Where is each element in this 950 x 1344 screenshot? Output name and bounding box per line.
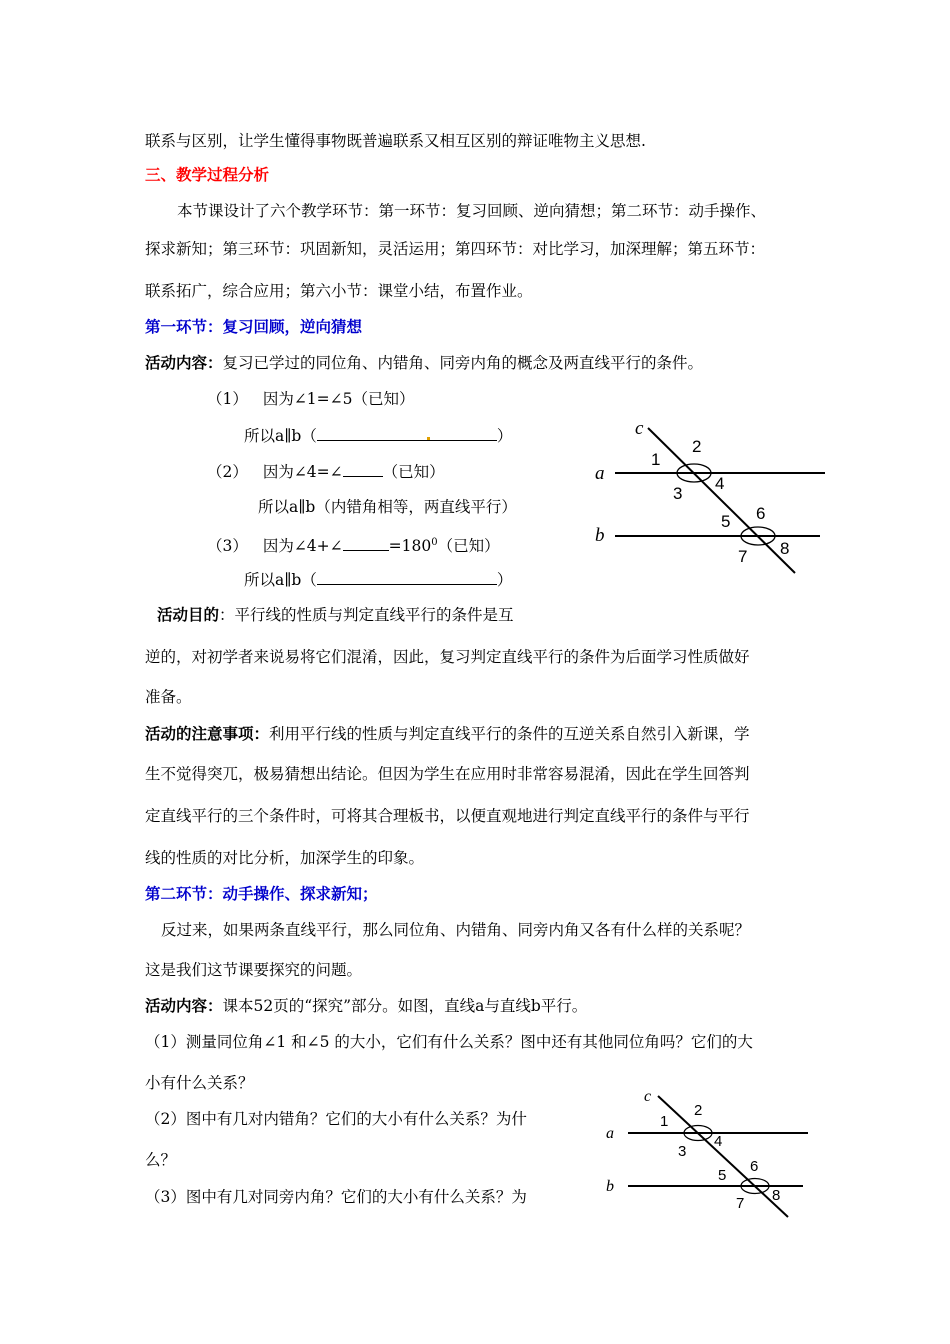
section-heading-3: 三、教学过程分析 [145, 166, 270, 184]
degree-superscript: 0 [431, 537, 438, 548]
angle-label-4: 4 [715, 474, 725, 493]
answer-blank[interactable] [343, 461, 383, 477]
answer-prefix: 所以a∥b（ [244, 427, 317, 445]
angle-label-6: 6 [756, 504, 766, 523]
angle-label-7: 7 [736, 1195, 745, 1212]
label-a: a [606, 1125, 614, 1142]
paragraph-line: 小有什么关系？ [145, 1074, 254, 1092]
answer-suffix: ） [496, 571, 513, 589]
activity-text: 课本52页的“探究”部分。如图，直线a与直线b平行。 [222, 997, 588, 1015]
activity-text: 复习已学过的同位角、内错角、同旁内角的概念及两直线平行的条件。 [222, 354, 704, 372]
label-b: b [595, 525, 605, 546]
label-b: b [606, 1178, 614, 1195]
parallel-lines-figure-2 [598, 1082, 818, 1224]
paragraph-line: （1）测量同位角∠1 和∠5 的大小，它们有什么关系？图中还有其他同位角吗？它们的大 [145, 1033, 753, 1051]
angle-label-6: 6 [750, 1158, 759, 1175]
paragraph-line: 准备。 [145, 688, 192, 706]
activity-goal [157, 605, 514, 625]
answer-2: 所以a∥b（内错角相等，两直线平行） [258, 498, 517, 516]
paragraph-line: （2）图中有几对内错角？它们的大小有什么关系？为什 [145, 1110, 527, 1128]
angle-label-8: 8 [772, 1187, 781, 1204]
question-number: （2） [207, 463, 248, 481]
answer-blank[interactable] [317, 425, 497, 441]
paragraph-line: 这是我们这节课要探究的问题。 [145, 961, 363, 979]
angle-label-2: 2 [692, 437, 702, 456]
angle-label-5: 5 [721, 512, 731, 531]
angle-label-1: 1 [651, 450, 661, 469]
angle-label-4: 4 [714, 1133, 723, 1150]
question-number: （3） [207, 537, 248, 556]
question-3 [207, 533, 500, 556]
paragraph-line: 线的性质的对比分析，加深学生的印象。 [145, 849, 425, 867]
label-c: c [644, 1088, 652, 1105]
angle-label-3: 3 [673, 484, 683, 503]
section-title-1: 第一环节：复习回顾，逆向猜想 [145, 318, 363, 336]
answer-1 [244, 425, 512, 446]
paragraph-line: （3）图中有几对同旁内角？它们的大小有什么关系？为 [145, 1188, 527, 1206]
label-c: c [635, 418, 644, 439]
paragraph-line: 联系与区别，让学生懂得事物既普遍联系又相互区别的辩证唯物主义思想. [145, 132, 646, 150]
label-a: a [595, 463, 605, 484]
angle-label-1: 1 [660, 1113, 669, 1130]
goal-text: ：平行线的性质与判定直线平行的条件是互 [219, 606, 514, 624]
activity-content-1 [145, 353, 703, 373]
paragraph-line: 联系拓广，综合应用；第六小节：课堂小结，布置作业。 [145, 282, 533, 300]
answer-prefix: 所以a∥b（ [244, 571, 317, 589]
mark-dot [427, 437, 430, 440]
question-text: 因为∠4+∠ [262, 537, 343, 556]
goal-label: 活动目的 [157, 606, 220, 624]
question-text: 因为∠1=∠5（已知） [262, 390, 415, 408]
paragraph-line: 逆的，对初学者来说易将它们混淆，因此，复习判定直线平行的条件为后面学习性质做好 [145, 648, 750, 666]
question-number: （1） [207, 390, 248, 408]
activity-label: 活动内容： [145, 354, 223, 372]
line-c [648, 428, 795, 573]
paragraph-line: 生不觉得突兀，极易猜想出结论。但因为学生在应用时非常容易混淆，因此在学生回答判 [145, 765, 750, 783]
question-text-suffix: （已知） [382, 463, 445, 481]
question-text-suffix: （已知） [437, 537, 500, 556]
paragraph-line: 么？ [145, 1151, 177, 1169]
notes-text: 利用平行线的性质与判定直线平行的条件的互逆关系自然引入新课，学 [269, 725, 750, 743]
answer-blank[interactable] [343, 535, 389, 551]
activity-content-2 [145, 996, 587, 1016]
question-2 [207, 461, 445, 482]
question-text-mid: =180 [388, 537, 432, 556]
question-1 [207, 389, 415, 409]
answer-3 [244, 569, 512, 590]
paragraph-line: 定直线平行的三个条件时，可将其合理板书，以便直观地进行判定直线平行的条件与平行 [145, 807, 750, 825]
activity-label: 活动内容： [145, 997, 223, 1015]
answer-blank[interactable] [317, 569, 497, 585]
parallel-lines-figure-1 [585, 410, 835, 585]
paragraph-line: 探求新知；第三环节：巩固新知，灵活运用；第四环节：对比学习，加深理解；第五环节： [145, 240, 766, 258]
answer-suffix: ） [496, 427, 513, 445]
paragraph-line: 本节课设计了六个教学环节：第一环节：复习回顾、逆向猜想；第二环节：动手操作、 [177, 202, 767, 220]
angle-label-8: 8 [780, 539, 790, 558]
paragraph-line: 反过来，如果两条直线平行，那么同位角、内错角、同旁内角又各有什么样的关系呢？ [161, 921, 751, 939]
angle-label-3: 3 [678, 1143, 687, 1160]
angle-label-2: 2 [694, 1102, 703, 1119]
question-text: 因为∠4=∠ [262, 463, 343, 481]
angle-label-7: 7 [738, 547, 748, 566]
angle-label-5: 5 [718, 1167, 727, 1184]
section-title-2: 第二环节：动手操作、探求新知； [145, 885, 378, 903]
activity-notes [145, 724, 750, 744]
notes-label: 活动的注意事项： [145, 725, 270, 743]
